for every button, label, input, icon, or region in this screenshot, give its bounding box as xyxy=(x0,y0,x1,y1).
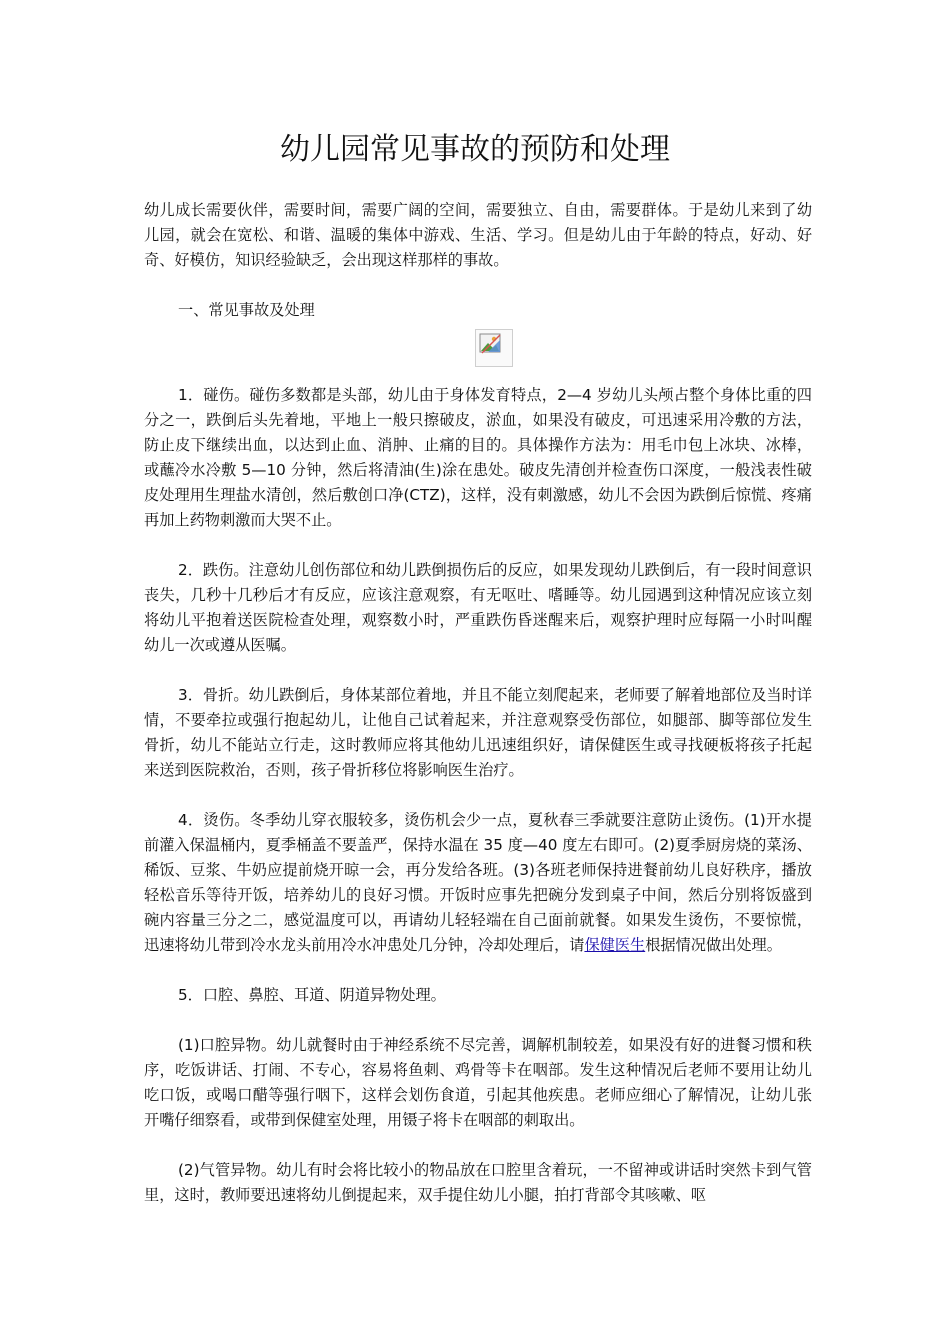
document-title: 幼儿园常见事故的预防和处理 xyxy=(280,132,670,167)
paragraph-oral-foreign-body: (1)口腔异物。幼儿就餐时由于神经系统不尽完善，调解机制较差，如果没有好的进餐习惯和秩序，吃饭讲话、打闹、不专心，容易将鱼刺、鸡骨等卡在咽部。发生这种情况后老师不要用让幼儿吃口饭，或喝口醋等强行咽下，这样会划伤食道，引起其他疾患。老师应细心了解情况，让幼儿张开嘴仔细察看，或带到保健室处理，用镊子将卡在咽部的刺取出。 xyxy=(144,1036,812,1129)
document-body xyxy=(144,198,812,1233)
paragraph-airway-foreign-body: (2)气管异物。幼儿有时会将比较小的物品放在口腔里含着玩，一不留神或讲话时突然卡到气管里，这时，教师要迅速将幼儿倒提起来，双手提住幼儿小腿，拍打背部令其咳嗽、呕 xyxy=(144,1161,812,1204)
paragraph-fracture: 3．骨折。幼儿跌倒后，身体某部位着地，并且不能立刻爬起来，老师要了解着地部位及当时详情，不要牵拉或强行抱起幼儿，让他自己试着起来，并注意观察受伤部位，如腿部、脚等部位发生骨折，幼儿不能站立行走，这时教师应将其他幼儿迅速组织好，请保健医生或寻找硬板将孩子托起来送到医院救治，否则，孩子骨折移位将影响医生治疗。 xyxy=(144,686,812,779)
section-heading: 一、常见事故及处理 xyxy=(178,301,315,319)
paragraph-foreign-body: 5．口腔、鼻腔、耳道、阴道异物处理。 xyxy=(178,986,446,1004)
paragraph-bruise: 1．碰伤。碰伤多数都是头部，幼儿由于身体发育特点，2—4 岁幼儿头颅占整个身体比重的四分之一，跌倒后头先着地，平地上一般只擦破皮，淤血，如果没有破皮，可迅速采用冷敷的方法，防止皮下继续出血，以达到止血、消肿、止痛的目的。具体操作方法为：用毛巾包上冰块、冰棒，或蘸冷水冷敷 5—10 分钟，然后将清油(生)涂在患处。破皮先清创并检查伤口深度，一般浅表性破皮处理用生理盐水清创，然后敷创口净(CTZ)，这样，没有刺激感，幼儿不会因为跌倒后惊慌、疼痛再加上药物刺激而大哭不止。 xyxy=(144,386,812,529)
intro-paragraph: 幼儿成长需要伙伴，需要时间，需要广阔的空间，需要独立、自由，需要群体。于是幼儿来到了幼儿园，就会在宽松、和谐、温暖的集体中游戏、生活、学习。但是幼儿由于年龄的特点，好动、好奇、好模仿，知识经验缺乏，会出现这样那样的事故。 xyxy=(144,201,812,269)
burn-text-start: 4．烫伤。冬季幼儿穿衣服较多，烫伤机会少一点，夏秋春三季就要注意防止烫伤。(1)开水提前灌入保温桶内，夏季桶盖不要盖严，保持水温在 35 度—40 度左右即可。(2)夏季厨房烧的菜汤、稀饭、豆浆、牛奶应提前烧开晾一会，再分发给各班。(3)各班老师保持进餐前幼儿良好秩序，播放轻松音乐等待开饭，培养幼儿的良好习惯。开饭时应事先把碗分发到桌子中间，然后分别将饭盛到碗内容量三分之二，感觉温度可以，再请幼儿轻轻端在自己面前就餐。如果发生烫伤，不要惊慌，迅速将幼儿带到冷水龙头前用冷水冲患处几分钟，冷却处理后，请 xyxy=(144,811,812,954)
health-doctor-link[interactable]: 保健医生 xyxy=(584,936,646,954)
paragraph-fall: 2．跌伤。注意幼儿创伤部位和幼儿跌倒损伤后的反应，如果发现幼儿跌倒后，有一段时间意识丧失，几秒十几秒后才有反应，应该注意观察，有无呕吐、嗜睡等。幼儿园遇到这种情况应该立刻将幼儿平抱着送医院检查处理，观察数小时，严重跌伤昏迷醒来后，观察护理时应每隔一小时叫醒幼儿一次或遵从医嘱。 xyxy=(144,561,812,654)
paragraph-burn xyxy=(144,808,812,958)
burn-text-end: 根据情况做出处理。 xyxy=(645,936,782,954)
broken-image-icon xyxy=(475,329,513,367)
